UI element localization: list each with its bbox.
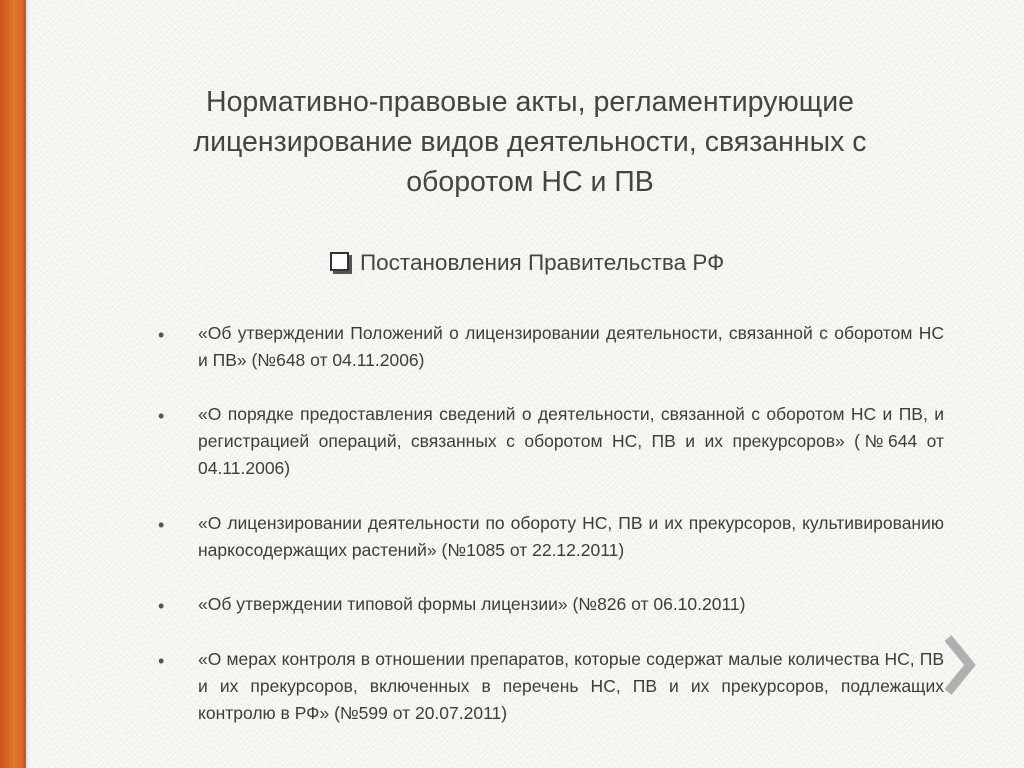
title-line: оборотом НС и ПВ	[406, 166, 654, 198]
section-heading	[330, 249, 724, 277]
checkbox-icon	[330, 252, 349, 271]
slide-title	[100, 82, 960, 202]
chevron-right-icon	[940, 630, 980, 700]
list-item: «Об утверждении Положений о лицензировании деятельности, связанной с оборотом НС и ПВ» (№648 от 04.11.2006)	[198, 323, 944, 370]
list-item: «О мерах контроля в отношении препаратов, которые содержат малые количества НС, ПВ и их прекурсоров, включенных в перечень НС, ПВ и их прекурсоров, подлежащих контролю в РФ» (№599 от 20.07.2011)	[198, 649, 944, 723]
bullet-icon: •	[158, 651, 165, 671]
accent-side-bar	[0, 0, 26, 768]
bullet-icon: •	[158, 406, 165, 426]
bullet-icon: •	[158, 325, 165, 345]
title-line: лицензирование видов деятельности, связанных с	[193, 126, 867, 158]
section-heading-text: Постановления Правительства РФ	[360, 250, 725, 275]
list-item: «О лицензировании деятельности по обороту НС, ПВ и их прекурсоров, культивированию наркосодержащих растений» (№1085 от 22.12.2011)	[198, 513, 944, 560]
bullet-icon: •	[158, 515, 165, 535]
title-line: Нормативно-правовые акты, регламентирующие	[206, 86, 854, 118]
bullet-icon: •	[158, 596, 165, 616]
list-item: «Об утверждении типовой формы лицензии» (№826 от 06.10.2011)	[198, 594, 746, 614]
next-slide-button[interactable]	[940, 630, 980, 700]
list-item: «О порядке предоставления сведений о деятельности, связанной с оборотом НС и ПВ, и регистрацией операций, связанных с оборотом НС, ПВ и их прекурсоров» (№644 от 04.11.2006)	[198, 404, 944, 478]
